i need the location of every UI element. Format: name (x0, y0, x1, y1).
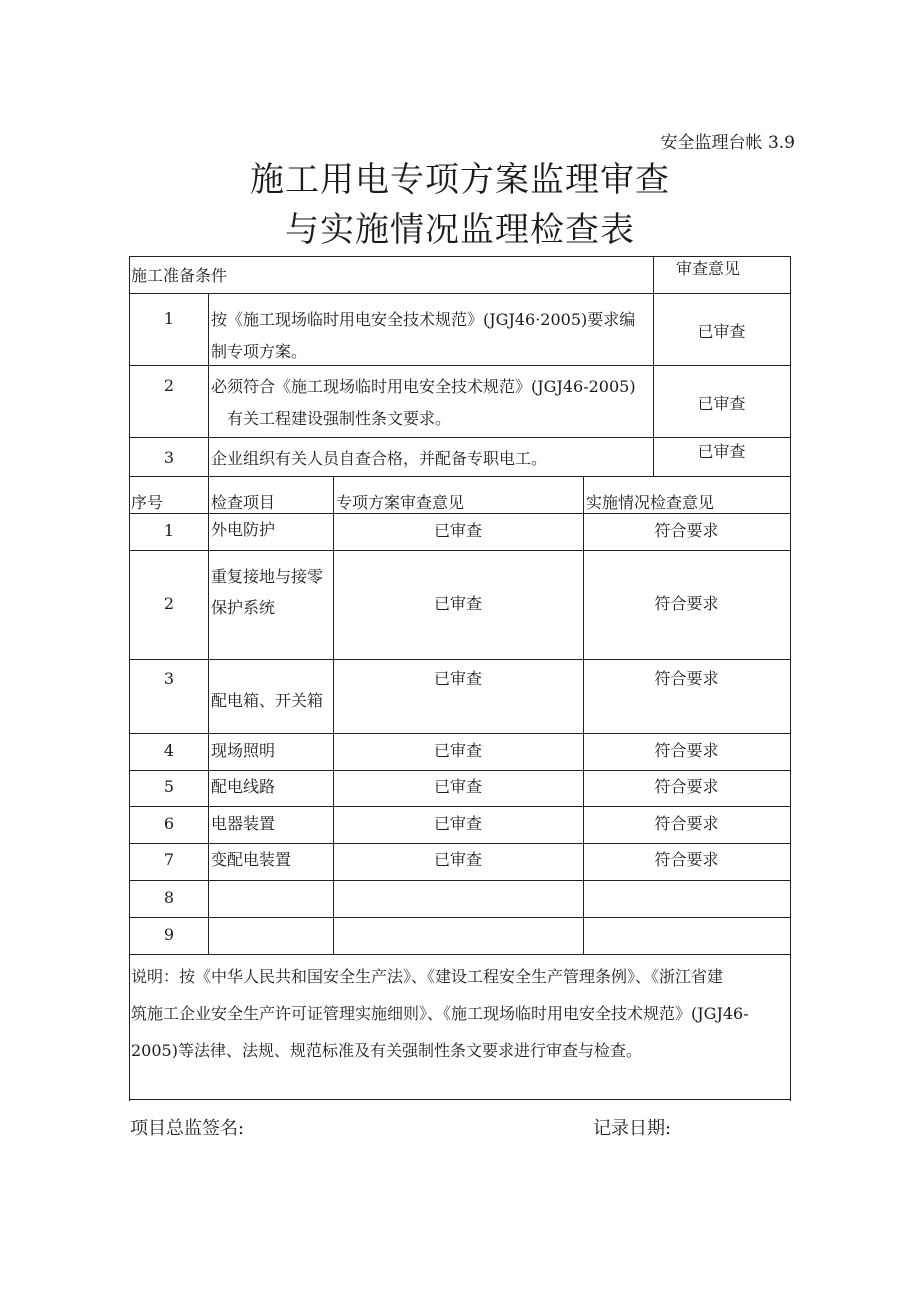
prep-item-text: 必须符合《施工现场临时用电安全技术规范》(JGJ46-2005) (211, 377, 636, 396)
check-row-item-cont: 配电箱、开关箱 (211, 691, 324, 710)
check-header-plan: 专项方案审查意见 (336, 493, 465, 512)
check-row-line (129, 550, 790, 551)
check-header-impl: 实施情况检查意见 (586, 493, 715, 512)
prep-top-border (129, 256, 653, 257)
note-line-2: 筑施工企业安全生产许可证管理实施细则》、《施工现场临时用电安全技术规范》(JGJ46- (131, 1004, 749, 1023)
check-row-impl-opinion: 符合要求 (654, 594, 719, 613)
table-bottom-border (129, 1099, 790, 1100)
check-row-plan-opinion: 已审查 (433, 777, 482, 796)
note-line-3: 2005)等法律、法规、规范标准及有关强制性条文要求进行审查与检查。 (131, 1041, 642, 1060)
prep-item-text-cont: 制专项方案。 (211, 342, 308, 361)
check-row-number: 9 (163, 925, 175, 944)
check-row-plan-opinion: 已审查 (433, 521, 482, 540)
check-col-divider (208, 476, 209, 954)
document-title-line1: 施工用电专项方案监理审查 (250, 160, 670, 200)
check-col-divider (333, 476, 334, 954)
check-row-item: 电器装置 (211, 814, 276, 833)
prep-item-text-cont: 有关工程建设强制性条文要求。 (227, 409, 452, 428)
prep-header-label: 施工准备条件 (131, 266, 228, 285)
check-row-plan-opinion: 已审查 (433, 850, 482, 869)
note-line-1: 说明：按《中华人民共和国安全生产法》、《建设工程安全生产管理条例》、《浙江省建 (131, 967, 724, 986)
prep-item-text: 企业组织有关人员自查合格，并配备专职电工。 (211, 449, 548, 468)
check-row-impl-opinion: 符合要求 (654, 850, 719, 869)
check-row-number: 2 (163, 594, 175, 613)
prep-item-number: 2 (163, 376, 175, 395)
prep-header-opinion: 审查意见 (676, 259, 741, 278)
check-row-number: 7 (163, 850, 175, 869)
check-row-item: 现场照明 (211, 741, 276, 760)
check-row-line (129, 476, 790, 477)
check-row-number: 5 (163, 777, 175, 796)
check-row-item-cont: 保护系统 (211, 598, 276, 617)
check-row-item: 配电线路 (211, 777, 276, 796)
check-row-impl-opinion: 符合要求 (654, 521, 719, 540)
document-code: 安全监理台帐 3.9 (660, 133, 795, 153)
check-header-no: 序号 (131, 493, 164, 512)
prep-header-bottom (129, 293, 790, 294)
check-row-impl-opinion: 符合要求 (654, 814, 719, 833)
check-row-impl-opinion: 符合要求 (654, 741, 719, 760)
check-row-impl-opinion: 符合要求 (654, 777, 719, 796)
check-row-item: 外电防护 (211, 520, 276, 539)
check-row-number: 1 (163, 521, 175, 540)
check-row-plan-opinion: 已审查 (433, 814, 482, 833)
prep-item-opinion: 已审查 (697, 394, 746, 413)
check-row-line (129, 917, 790, 918)
date-label: 记录日期: (593, 1118, 672, 1139)
check-row-number: 6 (163, 814, 175, 833)
check-row-item: 变配电装置 (211, 850, 292, 869)
check-row-line (129, 806, 790, 807)
check-row-number: 3 (163, 669, 175, 688)
check-row-line (129, 733, 790, 734)
check-row-plan-opinion: 已审查 (433, 741, 482, 760)
check-row-plan-opinion: 已审查 (433, 669, 482, 688)
prep-item-text: 按《施工现场临时用电安全技术规范》(JGJ46·2005)要求编 (211, 310, 636, 329)
prep-item-opinion: 已审查 (697, 442, 746, 461)
prep-item-number: 3 (163, 448, 175, 467)
check-row-line (129, 770, 790, 771)
check-row-line (129, 843, 790, 844)
check-header-item: 检查项目 (211, 493, 276, 512)
check-row-impl-opinion: 符合要求 (654, 669, 719, 688)
signature-label: 项目总监签名: (130, 1118, 245, 1139)
document-title-line2: 与实施情况监理检查表 (285, 210, 635, 250)
check-row-item: 重复接地与接零 (211, 567, 324, 586)
check-row-line (129, 880, 790, 881)
check-row-plan-opinion: 已审查 (433, 594, 482, 613)
prep-item-opinion: 已审查 (697, 322, 746, 341)
check-col-divider (583, 476, 584, 954)
check-row-number: 4 (163, 741, 175, 760)
check-row-number: 8 (163, 888, 175, 907)
check-row-line (129, 954, 790, 955)
prep-item-number: 1 (163, 309, 175, 328)
check-row-line (129, 659, 790, 660)
